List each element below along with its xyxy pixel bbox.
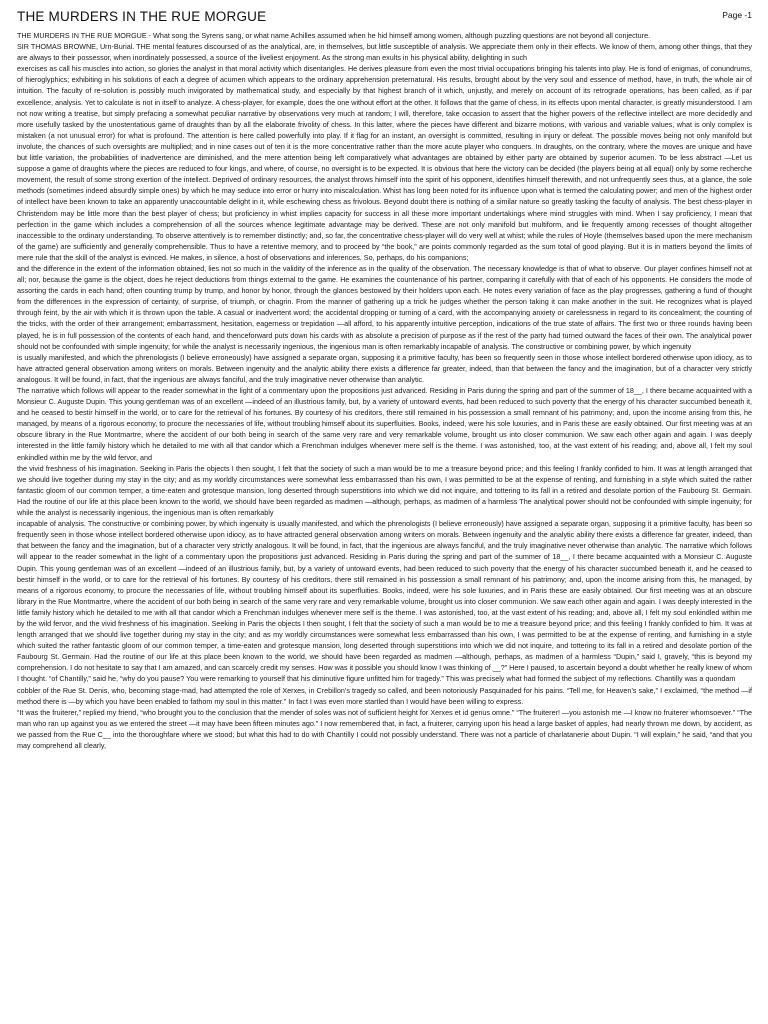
page-header	[17, 9, 752, 30]
document-title: THE MURDERS IN THE RUE MORGUE	[17, 9, 267, 24]
paragraph: SIR THOMAS BROWNE, Urn-Burial. THE mental features discoursed of as the analytical, are, in themselves, but little susceptible of analysis. We appreciate them only in their effects. We know of them, among other things, that they are always to their possessor, when inordinately possessed, a source of the liveliest enjoyment. As the strong man exults in his physical ability, delighting in such	[17, 42, 752, 63]
document-body	[17, 30, 752, 751]
paragraph: and the difference in the extent of the information obtained, lies not so much in the validity of the inference as in the quality of the observation. The necessary knowledge is that of what to observe. Our player confines himself not at all; nor, because the game is the object, does he reject deductions from things external to the game. He examines the countenance of his partner, comparing it carefully with that of each of his opponents. He considers the mode of assorting the cards in each hand; often counting trump by trump, and honor by honor, through the glances bestowed by their holders upon each. He notes every variation of face as the play progresses, gathering a fund of thought from the differences in the expression of certainty, of surprise, of triumph, or chagrin. From the manner of gathering up a trick he judges whether the person taking it can make another in the suit. He recognizes what is played through feint, by the air with which it is thrown upon the table. A casual or inadvertent word; the accidental dropping or turning of a card, with the accompanying anxiety or carelessness in regard to its concealment; the counting of the tricks, with the order of their arrangement; embarrassment, hesitation, eagerness or trepidation —all afford, to his apparently intuitive perception, indications of the true state of affairs. The first two or three rounds having been played, he is in full possession of the contents of each hand, and thenceforward puts down his cards with as absolute a precision of purpose as if the rest of the party had turned outward the faces of their own. The analytical power should not be confounded with simple ingenuity; for while the analyst is necessarily ingenious, the ingenious man is often remarkably incapable of analysis. The constructive or combining power, by which ingenuity	[17, 263, 752, 351]
paragraph: exercises as call his muscles into action, so glories the analyst in that moral activity which disentangles. He derives pleasure from even the most trivial occupations bringing his talents into play. He is fond of enigmas, of conundrums, of hieroglyphics; exhibiting in his solutions of each a degree of acumen which appears to the ordinary apprehension preternatural. His results, brought about by the very soul and essence of method, have, in truth, the whole air of intuition. The faculty of re-solution is possibly much invigorated by mathematical study, and especially by that highest branch of it which, unjustly, and merely on account of its retrograde operations, has been called, as if par excellence, analysis. Yet to calculate is not in itself to analyze. A chess-player, for example, does the one without effort at the other. It follows that the game of chess, in its effects upon mental character, is greatly misunderstood. I am not now writing a treatise, but simply prefacing a somewhat peculiar narrative by observations very much at random; I will, therefore, take occasion to assert that the higher powers of the reflective intellect are more decidedly and more usefully tasked by the unostentatious game of draughts than by all the elaborate frivolity of chess. In this latter, where the pieces have different and bizarre motions, with various and variable values, what is only complex is mistaken (a not unusual error) for what is profound. The attention is here called powerfully into play. If it flag for an instant, an oversight is committed, resulting in injury or defeat. The possible moves being not only manifold but involute, the chances of such oversights are multiplied; and in nine cases out of ten it is the more concentrative rather than the more acute player who conquers. In draughts, on the contrary, where the moves are unique and have but little variation, the probabilities of inadvertence are diminished, and the mere attention being left comparatively what advantages are obtained by either party are obtained by superior acumen. To be less abstract —Let us suppose a game of draughts where the pieces are reduced to four kings, and where, of course, no oversight is to be expected. It is obvious that here the victory can be decided (the players being at all equal) only by some recherche movement, the result of some strong exertion of the intellect. Deprived of ordinary resources, the analyst throws himself into the spirit of his opponent, identifies himself therewith, and not unfrequently sees thus, at a glance, the sole methods (sometimes indeed absurdly simple ones) by which he may seduce into error or hurry into miscalculation. Whist has long been noted for its influence upon what is termed the calculating power; and men of the highest order of intellect have been known to take an apparently unaccountable delight in it, while eschewing chess as frivolous. Beyond doubt there is nothing of a similar nature so greatly tasking the faculty of analysis. The best chess-player in Christendom may be little more than the best player of chess; but proficiency in whist implies capacity for success in all these more important undertakings where mind struggles with mind. When I say proficiency, I mean that perfection in the game which includes a comprehension of all the sources whence legitimate advantage may be derived. These are not only manifold but multiform, and lie frequently among recesses of thought altogether inaccessible to the ordinary understanding. To observe attentively is to remember distinctly; and, so far, the concentrative chess-player will do very well at whist; while the rules of Hoyle (themselves based upon the mere mechanism of the game) are sufficiently and generally comprehensible. Thus to have a retentive memory, and to proceed by “the book,” are points commonly regarded as the sum total of good playing. But it is in matters beyond the limits of mere rule that the skill of the analyst is evinced. He makes, in silence, a host of observations and inferences. So, perhaps, do his companions;	[17, 64, 752, 262]
paragraph: THE MURDERS IN THE RUE MORGUE - What song the Syrens sang, or what name Achilles assumed when he hid himself among women, although puzzling questions are not beyond all conjecture.	[17, 31, 651, 40]
paragraph: incapable of analysis. The constructive or combining power, by which ingenuity is usually manifested, and which the phrenologists (I believe erroneously) have assigned a separate organ, supposing it a primitive faculty, has been so frequently seen in those whose intellect bordered otherwise upon idiocy, as to have attracted general observation among writers on morals. Between ingenuity and the analytic ability there exists a difference far greater, indeed, than that between the fancy and the imagination, but of a character very strictly analogous. It will be found, in fact, that the ingenious are always fanciful, and the truly imaginative never otherwise than analytic. The narrative which follows will appear to the reader somewhat in the light of a commentary upon the propositions just advanced. Residing in Paris during the spring and part of the summer of 18__, I there became acquainted with a Monsieur C. Auguste Dupin. This young gentleman was of an excellent —indeed of an illustrious family, but, by a variety of untoward events, had been reduced to such poverty that the energy of his character succumbed beneath it, and he ceased to bestir himself in the world, or to care for the retrieval of his fortunes. By courtesy of his creditors, there still remained in his possession a small remnant of his patrimony; and, upon the income arising from this, he managed, by means of a rigorous economy, to procure the necessaries of life, without troubling himself about its superfluities. Books, indeed, were his sole luxuries, and in Paris these are easily obtained. Our first meeting was at an obscure library in the Rue Montmartre, where the accident of our both being in search of the same very rare and very remarkable volume, brought us into closer communion. We saw each other again and again. I was deeply interested in the little family history which he detailed to me with all that candor which a Frenchman indulges whenever mere self is the theme. I was astonished, too, at the vast extent of his reading; and, above all, I felt my soul enkindled within me by the wild fervor, and the vivid freshness of his imagination. Seeking in Paris the objects I then sought, I felt that the society of such a man would be to me a treasure beyond price; and this feeling I frankly confided to him. It was at length arranged that we should live together during my stay in the city; and as my worldly circumstances were somewhat less embarrassed than his own, I was permitted to be at the expense of renting, and furnishing in a style which suited the rather fantastic gloom of our common temper, a time-eaten and grotesque mansion, long deserted through superstitions into which we did not inquire, and tottering to its fall in a retired and desolate portion of the Faubourg St. Germain. Had the routine of our life at this place been known to the world, we should have been regarded as madmen —although, perhaps, as madmen of a harmless “Dupin,” said I, gravely, “this is beyond my comprehension. I do not hesitate to say that I am amazed, and can scarcely credit my senses. How was it possible you should know I was thinking of __?” Here I paused, to ascertain beyond a doubt whether he really knew of whom I thought. “of Chantilly,” said he, “why do you pause? You were remarking to yourself that his diminutive figure unfitted him for tragedy.” This was precisely what had formed the subject of my reflections. Chantilly was a quondam	[17, 519, 752, 684]
paragraph: The narrative which follows will appear to the reader somewhat in the light of a commentary upon the propositions just advanced. Residing in Paris during the spring and part of the summer of 18__, I there became acquainted with a Monsieur C. Auguste Dupin. This young gentleman was of an excellent —indeed of an illustrious family, but, by a variety of untoward events, had been reduced to such poverty that the energy of his character succumbed beneath it, and he ceased to bestir himself in the world, or to care for the retrieval of his fortunes. By courtesy of his creditors, there still remained in his possession a small remnant of his patrimony; and, upon the income arising from this, he managed, by means of a rigorous economy, to procure the necessaries of life, without troubling himself about its superfluities. Books, indeed, were his sole luxuries, and in Paris these are easily obtained. Our first meeting was at an obscure library in the Rue Montmartre, where the accident of our both being in search of the same very rare and very remarkable volume, brought us into closer communion. We saw each other again and again. I was deeply interested in the little family history which he detailed to me with all that candor which a Frenchman indulges whenever mere self is the theme. I was astonished, too, at the vast extent of his reading; and, above all, I felt my soul enkindled within me by the wild fervor, and	[17, 386, 752, 462]
paragraph: the vivid freshness of his imagination. Seeking in Paris the objects I then sought, I felt that the society of such a man would be to me a treasure beyond price; and this feeling I frankly confided to him. It was at length arranged that we should live together during my stay in the city; and as my worldly circumstances were somewhat less embarrassed than his own, I was permitted to be at the expense of renting, and furnishing in a style which suited the rather fantastic gloom of our common temper, a time-eaten and grotesque mansion, long deserted through superstitions into which we did not inquire, and tottering to its fall in a retired and desolate portion of the Faubourg St. Germain. Had the routine of our life at this place been known to the world, we should have been regarded as madmen —although, perhaps, as madmen of a harmless The analytical power should not be confounded with simple ingenuity; for while the analyst is necessarily ingenious, the ingenious man is often remarkably	[17, 463, 752, 518]
paragraph: is usually manifested, and which the phrenologists (I believe erroneously) have assigned a separate organ, supposing it a primitive faculty, has been so frequently seen in those whose intellect bordered otherwise upon idiocy, as to have attracted general observation among writers on morals. Between ingenuity and the analytic ability there exists a difference far greater, indeed, than that between the fancy and the imagination, but of a character very strictly analogous. It will be found, in fact, that the ingenious are always fanciful, and the truly imaginative never otherwise than analytic.	[17, 352, 752, 384]
page-number: Page -1	[722, 10, 752, 20]
paragraph: cobbler of the Rue St. Denis, who, becoming stage-mad, had attempted the role of Xerxes, in Crebillon’s tragedy so called, and been notoriously Pasquinaded for his pains. “Tell me, for Heaven’s sake,” I exclaimed, “the method —if method there is —by which you have been enabled to fathom my soul in this matter.” In fact I was even more startled than I would have been willing to express.	[17, 685, 752, 706]
paragraph: “It was the fruiterer,” replied my friend, “who brought you to the conclusion that the mender of soles was not of sufficient height for Xerxes et id genus omne.” “The fruiterer! —you astonish me —I know no fruiterer whomsoever.” “The man who ran up against you as we entered the street —it may have been fifteen minutes ago.” I now remembered that, in fact, a fruiterer, carrying upon his head a large basket of apples, had nearly thrown me down, by accident, as we passed from the Rue C__ into the thoroughfare where we stood; but what this had to do with Chantilly I could not possibly understand. There was not a particle of charlatanerie about Dupin. “I will explain,” he said, “and that you may comprehend all clearly,	[17, 707, 752, 750]
